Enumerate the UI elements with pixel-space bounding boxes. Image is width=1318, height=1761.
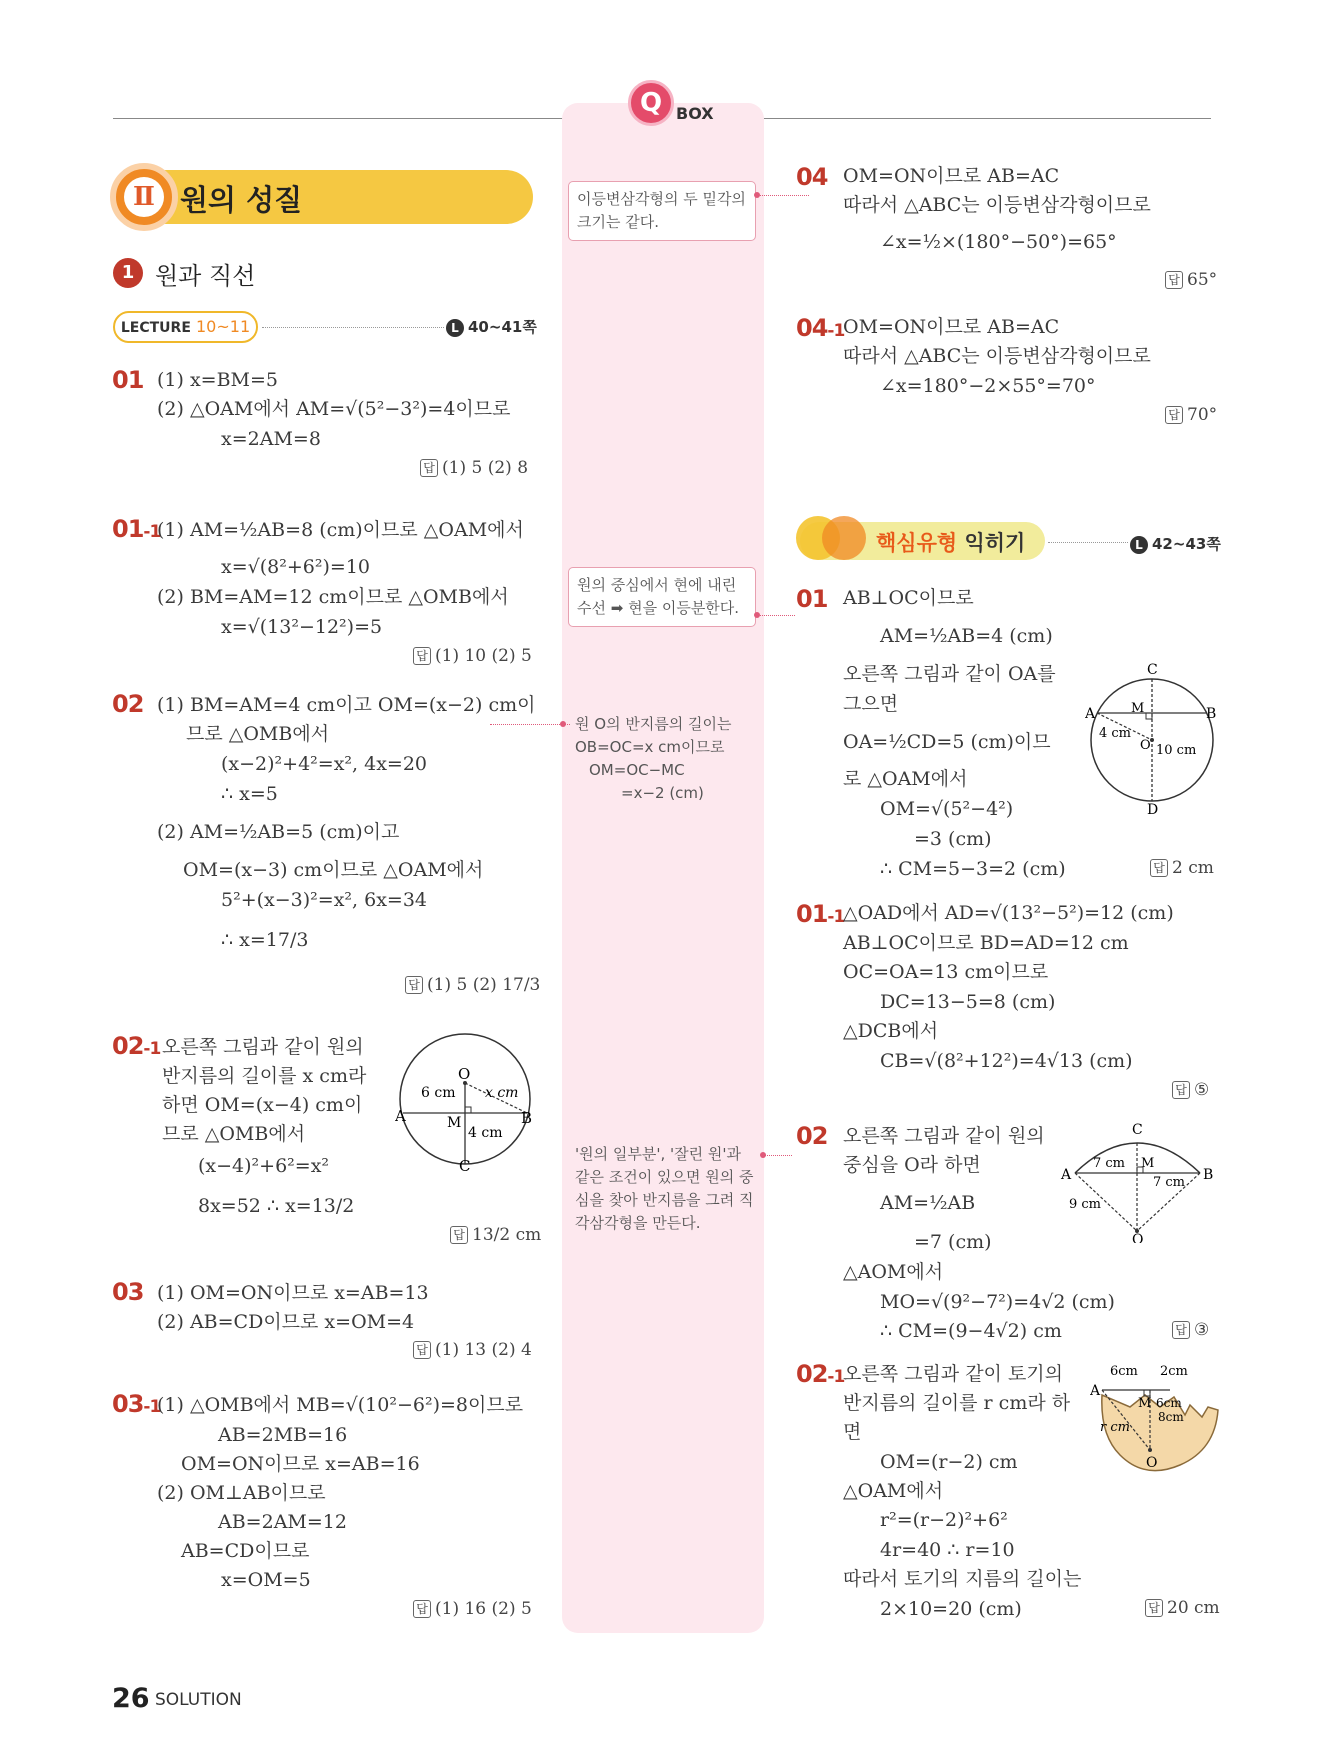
label-O: O (1132, 1232, 1144, 1243)
lecture-page-ref: L 40~41쪽 (446, 316, 537, 337)
q-box-header (628, 80, 748, 130)
solution-line: x=√(13²−12²)=5 (221, 616, 383, 638)
solution-line: (2) OM⊥AB이므로 (157, 1482, 326, 1504)
label-10cm: 10 cm (1156, 743, 1197, 758)
answer: 답 (1) 10 (2) 5 (413, 646, 532, 666)
solution-line: 5²+(x−3)²=x², 6x=34 (221, 889, 428, 911)
label-C: C (1132, 1122, 1143, 1138)
label-4cm: 4 cm (1099, 726, 1132, 741)
solution-line: (1) OM=ON이므로 x=AB=13 (157, 1282, 429, 1304)
lecture-pill: LECTURE 10~11 (113, 311, 258, 343)
label-A: A (1061, 1167, 1072, 1183)
answer-icon: 답 (405, 976, 423, 994)
solution-line: OC=OA=13 cm이므로 (843, 961, 1049, 983)
solution-line: 반지름의 길이를 r cm라 하 (843, 1392, 1071, 1414)
solution-line: MO=√(9²−7²)=4√2 (cm) (880, 1291, 1115, 1313)
answer: 답 70° (1165, 405, 1217, 425)
solution-line: AB⊥OC이므로 (843, 587, 974, 609)
solution-line: (1) AM=½AB=8 (cm)이므로 △OAM에서 (157, 519, 524, 541)
problem-number: 04-1 (796, 314, 845, 342)
solution-line: ∴ x=5 (221, 783, 278, 805)
problem-number: 01 (112, 366, 144, 394)
q-box-label: BOX (676, 104, 714, 123)
answer-icon: 답 (413, 1341, 431, 1359)
solution-line: x=√(8²+6²)=10 (221, 556, 370, 578)
figure-circle-02-1 (395, 1027, 535, 1172)
solution-line: (1) △OMB에서 MB=√(10²−6²)=8이므로 (157, 1394, 524, 1416)
answer: 답 65° (1165, 270, 1217, 290)
solution-line: △OAM에서 (843, 1480, 944, 1502)
answer-icon: 답 (1165, 271, 1183, 289)
solution-line: 오른쪽 그림과 같이 토기의 (843, 1363, 1064, 1385)
page-number: 26 (112, 1683, 150, 1714)
label-C: C (459, 1157, 471, 1172)
problem-number: 03 (112, 1278, 144, 1306)
label-4cm: 4 cm (468, 1125, 503, 1141)
solution-line: (2) △OAM에서 AM=√(5²−3²)=4이므로 (157, 398, 511, 420)
solution-line: (2) BM=AM=12 cm이므로 △OMB에서 (157, 586, 509, 608)
core-page-ref: L 42~43쪽 (1130, 533, 1221, 554)
label-O: O (1146, 1455, 1158, 1471)
answer-icon: 답 (413, 1600, 431, 1618)
solution-line: 따라서 △ABC는 이등변삼각형이므로 (843, 345, 1151, 367)
figure-arc-core-02 (1055, 1118, 1220, 1243)
answer: 답 ③ (1172, 1320, 1209, 1340)
label-7cm-right: 7 cm (1153, 1175, 1186, 1190)
solution-line: =7 (cm) (914, 1231, 992, 1253)
solution-line: 2×10=20 (cm) (880, 1598, 1022, 1620)
solution-line: 따라서 토기의 지름의 길이는 (843, 1568, 1082, 1590)
solution-line: 따라서 △ABC는 이등변삼각형이므로 (843, 194, 1151, 216)
chapter-roman-inner: Ⅱ (124, 177, 164, 217)
solution-line: ∠x=180°−2×55°=70° (880, 375, 1096, 397)
label-2cm: 2cm (1160, 1364, 1188, 1379)
note-dot-2 (754, 612, 760, 618)
solution-line: OM=ON이므로 AB=AC (843, 316, 1060, 338)
chapter-title: 원의 성질 (180, 183, 303, 217)
solution-line: x=2AM=8 (221, 428, 321, 450)
solution-line: 그으면 (843, 693, 899, 715)
solution-line: 4r=40 ∴ r=10 (880, 1539, 1015, 1561)
note-isosceles: 이등변삼각형의 두 밑각의 크기는 같다. (568, 181, 756, 241)
solution-line: (2) AB=CD이므로 x=OM=4 (157, 1311, 415, 1333)
answer-icon: 답 (1172, 1321, 1190, 1339)
answer: 답 (1) 5 (2) 8 (420, 458, 528, 478)
solution-line: AB=CD이므로 (181, 1540, 310, 1562)
note-dot-4 (760, 1152, 766, 1158)
solution-line: r²=(r−2)²+6² (880, 1509, 1008, 1531)
label-M: M (447, 1115, 462, 1131)
label-A: A (1085, 706, 1096, 722)
solution-line: ∠x=½×(180°−50°)=65° (880, 231, 1117, 253)
label-M: M (1138, 1396, 1152, 1411)
problem-number: 04 (796, 163, 828, 191)
solution-line: 하면 OM=(x−4) cm이 (162, 1094, 363, 1116)
footer-word: SOLUTION (155, 1690, 242, 1710)
problem-number: 02 (796, 1122, 828, 1150)
section-number-badge: 1 (113, 258, 143, 288)
solution-line: OM=ON이므로 x=AB=16 (181, 1453, 420, 1475)
solution-line: AM=½AB (880, 1192, 976, 1214)
label-A: A (395, 1107, 406, 1125)
answer: 답 2 cm (1150, 858, 1214, 878)
solution-line: CB=√(8²+12²)=4√13 (cm) (880, 1050, 1133, 1072)
note-perpendicular: 원의 중심에서 현에 내린 수선 ➡ 현을 이등분한다. (568, 567, 756, 627)
solution-line: 므로 △OMB에서 (186, 723, 330, 745)
label-r: r cm (1100, 1420, 1130, 1435)
label-9cm: 9 cm (1069, 1197, 1102, 1212)
solution-line: 8x=52 ∴ x=13/2 (198, 1195, 355, 1217)
label-M: M (1141, 1156, 1155, 1171)
label-B: B (521, 1109, 533, 1127)
solution-line: OM=(r−2) cm (880, 1451, 1018, 1473)
label-M: M (1131, 701, 1145, 716)
solution-line: △AOM에서 (843, 1261, 944, 1283)
q-box-column (562, 103, 764, 1633)
section-title: 원과 직선 (155, 262, 256, 290)
solution-line: 오른쪽 그림과 같이 원의 (162, 1036, 364, 1058)
solution-line: ∴ x=17/3 (221, 929, 309, 951)
answer-icon: 답 (450, 1226, 468, 1244)
answer-icon: 답 (1150, 859, 1168, 877)
answer: 답 20 cm (1145, 1598, 1220, 1618)
core-title: 핵심유형 익히기 (876, 531, 1026, 555)
problem-number: 02-1 (112, 1032, 161, 1060)
lecture-book-icon: L (446, 319, 464, 337)
note-dot-1 (754, 192, 760, 198)
note-link-3 (490, 724, 570, 725)
note-link-1 (757, 195, 809, 196)
figure-pottery-core-02-1 (1090, 1355, 1225, 1485)
solution-line: 로 △OAM에서 (843, 768, 968, 790)
label-B: B (1203, 1167, 1214, 1183)
solution-line: (x−2)²+4²=x², 4x=20 (221, 753, 428, 775)
problem-number: 03-1 (112, 1390, 161, 1418)
solution-line: 반지름의 길이를 x cm라 (162, 1065, 367, 1087)
label-B: B (1206, 706, 1217, 722)
top-rule-right (763, 118, 1211, 119)
problem-number: 02 (112, 690, 144, 718)
solution-line: △DCB에서 (843, 1020, 939, 1042)
solution-line: =3 (cm) (914, 828, 992, 850)
top-rule (113, 118, 563, 119)
answer-icon: 답 (1145, 1599, 1163, 1617)
solution-line: AB=2AM=12 (218, 1511, 347, 1533)
label-6cm-top: 6cm (1110, 1364, 1138, 1379)
label-6cm-side: 6cm (1156, 1396, 1182, 1410)
solution-line: DC=13−5=8 (cm) (880, 991, 1056, 1013)
problem-number: 02-1 (796, 1360, 845, 1388)
solution-line: ∴ CM=(9−4√2) cm (880, 1320, 1062, 1342)
q-badge-icon: Q (628, 80, 674, 126)
label-O: O (458, 1065, 471, 1083)
label-7cm-left: 7 cm (1093, 1156, 1126, 1171)
solution-line: x=OM=5 (221, 1569, 311, 1591)
core-book-icon: L (1130, 536, 1148, 554)
solution-line: AM=½AB=4 (cm) (880, 625, 1053, 647)
answer: 답 (1) 13 (2) 4 (413, 1340, 532, 1360)
problem-number: 01-1 (112, 515, 161, 543)
label-C: C (1147, 662, 1158, 678)
label-O: O (1140, 738, 1151, 753)
answer-icon: 답 (1165, 406, 1183, 424)
answer-icon: 답 (413, 647, 431, 665)
core-circle-icon-2 (822, 516, 866, 560)
solution-line: 므로 △OMB에서 (162, 1123, 306, 1145)
lecture-dotted-line (262, 327, 444, 328)
solution-line: 오른쪽 그림과 같이 OA를 (843, 663, 1056, 685)
answer: 답 (1) 16 (2) 5 (413, 1599, 532, 1619)
label-A: A (1090, 1383, 1101, 1399)
solution-line: OM=√(5²−4²) (880, 798, 1014, 820)
label-radius: x cm (485, 1085, 519, 1101)
solution-line: ∴ CM=5−3=2 (cm) (880, 858, 1066, 880)
answer: 답 ⑤ (1172, 1080, 1209, 1100)
answer-icon: 답 (420, 459, 438, 477)
solution-line: 중심을 O라 하면 (843, 1154, 981, 1176)
note-partial-circle: '원의 일부분', '잘린 원'과 같은 조건이 있으면 원의 중심을 찾아 반지름을 그려 직각삼각형을 만든다. (575, 1145, 754, 1232)
label-6cm: 6 cm (421, 1085, 456, 1101)
problem-number: 01 (796, 585, 828, 613)
solution-line: (1) BM=AM=4 cm이고 OM=(x−2) cm이 (157, 694, 536, 716)
solution-line: OM=(x−3) cm이므로 △OAM에서 (183, 859, 484, 881)
solution-line: (2) AM=½AB=5 (cm)이고 (157, 821, 400, 843)
solution-line: (1) x=BM=5 (157, 369, 279, 391)
note-link-2 (757, 615, 795, 616)
note-dot-3 (560, 721, 566, 727)
solution-line: 오른쪽 그림과 같이 원의 (843, 1125, 1045, 1147)
solution-line: AB=2MB=16 (218, 1424, 348, 1446)
label-8cm: 8cm (1158, 1410, 1184, 1424)
solution-line: (x−4)²+6²=x² (198, 1155, 330, 1177)
solution-line: △OAD에서 AD=√(13²−5²)=12 (cm) (843, 902, 1174, 924)
figure-circle-core-01 (1085, 660, 1220, 820)
problem-number: 01-1 (796, 900, 845, 928)
answer: 답 (1) 5 (2) 17/3 (405, 975, 540, 995)
solution-line: AB⊥OC이므로 BD=AD=12 cm (843, 932, 1129, 954)
core-dotted-line (1048, 542, 1128, 543)
solution-line: OA=½CD=5 (cm)이므 (843, 731, 1051, 753)
note-radius: 원 O의 반지름의 길이는 OB=OC=x cm이므로 OM=OC−MC =x−2 (cm) (575, 715, 732, 802)
solution-line: OM=ON이므로 AB=AC (843, 165, 1060, 187)
solution-line: 면 (843, 1421, 862, 1443)
answer: 답 13/2 cm (450, 1225, 541, 1245)
label-D: D (1147, 802, 1159, 818)
note-link-4 (762, 1155, 792, 1156)
answer-icon: 답 (1172, 1081, 1190, 1099)
